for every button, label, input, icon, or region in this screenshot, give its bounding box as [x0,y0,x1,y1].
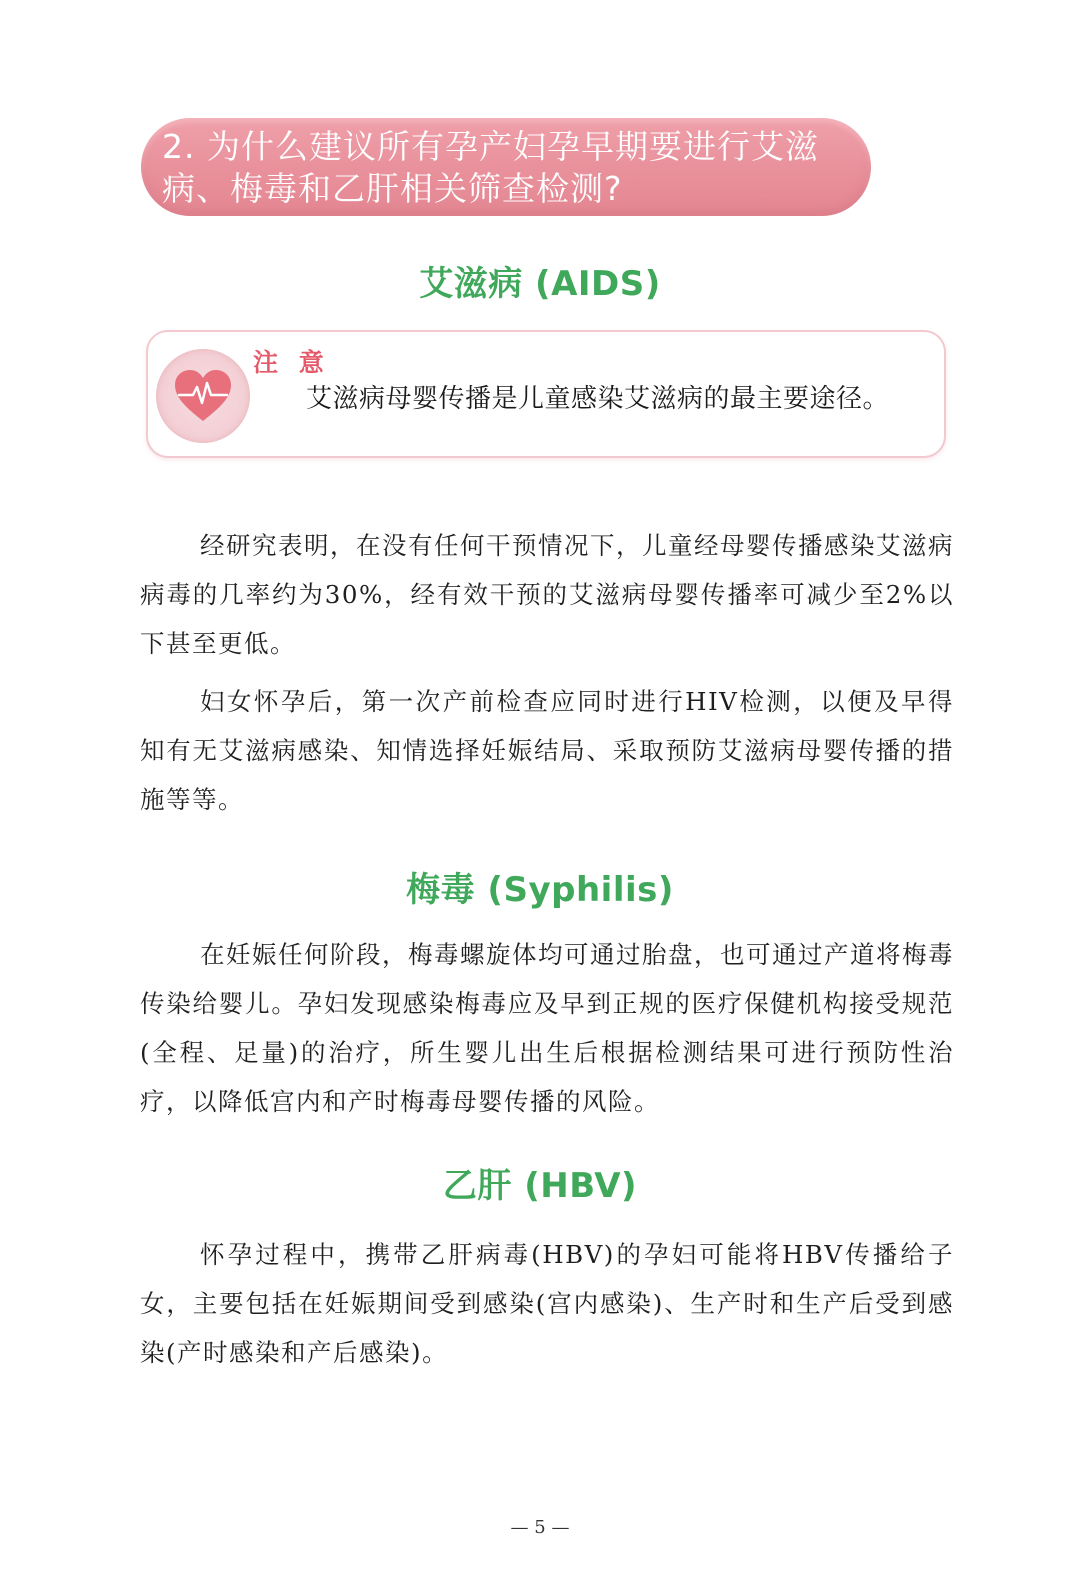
section-heading-syphilis: 梅毒 (Syphilis) [406,870,674,910]
hbv-paragraph-1: 怀孕过程中，携带乙肝病毒(HBV)的孕妇可能将HBV传播给子女，主要包括在妊娠期间受到感染(宫内感染)、生产时和生产后受到感染(产时感染和产后感染)。 [140,1240,954,1367]
notice-label: 注 意 [253,348,330,377]
syphilis-paragraph-1: 在妊娠任何阶段，梅毒螺旋体均可通过胎盘，也可通过产道将梅毒传染给婴儿。孕妇发现感染梅毒应及早到正规的医疗保健机构接受规范(全程、足量)的治疗，所生婴儿出生后根据检测结果可进行预防性治疗，以降低宫内和产时梅毒母婴传播的风险。 [140,940,954,1116]
heart-shape [173,369,233,423]
question-title: 2. 为什么建议所有孕产妇孕早期要进行艾滋病、梅毒和乙肝相关筛查检测? [162,127,819,208]
aids-paragraph-1: 经研究表明，在没有任何干预情况下，儿童经母婴传播感染艾滋病病毒的几率约为30%，经有效干预的艾滋病母婴传播率可减少至2%以下甚至更低。 [140,531,954,658]
section-heading-aids: 艾滋病 (AIDS) [419,264,661,304]
page-number: — 5 — [510,1517,570,1538]
heart-pulse-icon [156,349,250,443]
aids-paragraph-2: 妇女怀孕后，第一次产前检查应同时进行HIV检测，以便及早得知有无艾滋病感染、知情选择妊娠结局、采取预防艾滋病母婴传播的措施等等。 [140,687,954,814]
section-heading-hbv: 乙肝 (HBV) [442,1166,638,1206]
notice-text: 艾滋病母婴传播是儿童感染艾滋病的最主要途径。 [306,384,890,414]
